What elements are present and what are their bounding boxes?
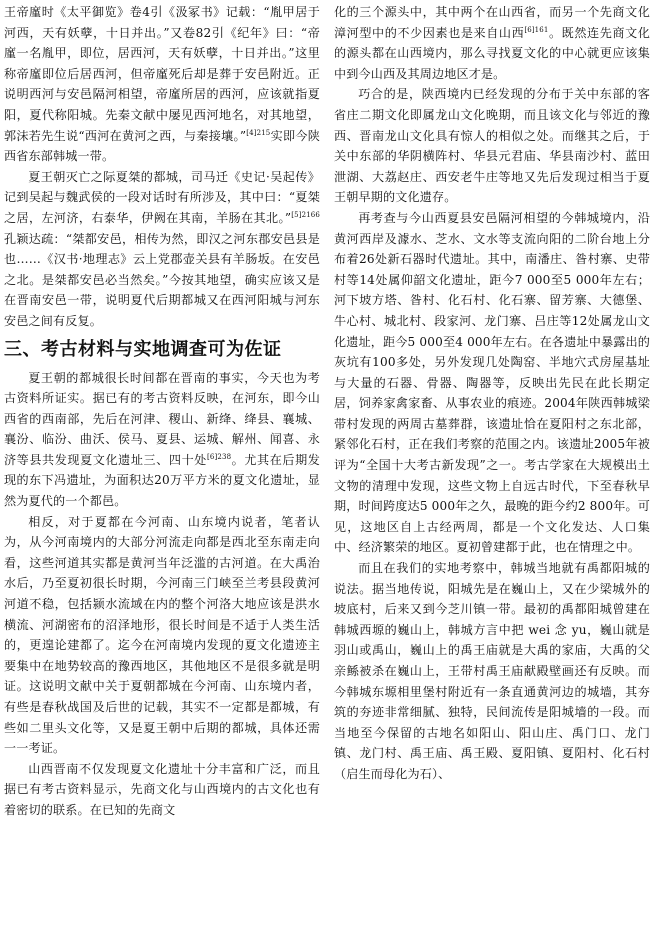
left-column <box>4 2 320 931</box>
right-column <box>334 2 650 931</box>
paragraph: 再考查与今山西夏县安邑隔河相望的今韩城境内，沿黄河西岸及澽水、芝水、文水等支流向阳的二阶台地上分布着26处新石器时代遗址。其中，南潘庄、昝村寨、史带村等14处属仰韶文化遗址，距今7 000至5 000年左右；河下坡方塔、昝村、化石村、化石寨、留芳寨、大德堡、牛心村、城北村、段家河、龙门寨、吕庄等12处属龙山文化遗址，距今5 000至4 000年左右。在各遗址中暴露出的灰坑有100多处，另外发现几处陶窑、半地穴式房屋基址与大量的石器、骨器、陶器等，反映出先民在此长期定居，饲养家禽家畜、从事农业的痕迹。2004年陕西韩城梁带村发现的两周古墓葬群，该遗址恰在夏阳村之东北部，紧邻化石村，正在我们考察的范围之内。该遗址2005年被评为“全国十大考古新发现”之一。考古学家在大规模出土文物的清理中发现，这些文物上自远古时代，下至春秋早期，时间跨度达5 000年之久，最晚的距今约2 800年。可见，这地区自上古经两周，都是一个文化发达、人口集中、经济繁荣的地区。夏初曾建都于此，也在情理之中。 <box>334 210 650 555</box>
paragraph: 巧合的是，陕西境内已经发现的分布于关中东部的客省庄二期文化即属龙山文化晚期，而且该文化与邻近的豫西、晋南龙山文化具有惊人的相似之处。而继其之后，于关中东部的华阴横阵村、华县元君庙、华县南沙村、蓝田泄湖、大荔赵庄、西安老牛庄等地又先后发现过相当于夏王朝早期的文化遗存。 <box>334 87 650 205</box>
paragraph: 化的三个源头中，其中两个在山西省，而另一个先商文化漳河型中的不少因素也是来自山西$^{[6]161}$。既然连先商文化的源头都在山西境内，那么寻找夏文化的中心就更应该集中到今山西及其周边地区才是。 <box>334 5 650 81</box>
paragraph: 而且在我们的实地考察中，韩城当地就有禹都阳城的说法。据当地传说，阳城先是在巍山上，又在少梁城外的坡底村，后来又到今芝川镇一带。最初的禹都阳城曾建在韩城西塬的巍山上，韩城方言中把 wei 念 yu，巍山就是羽山或禹山，巍山上的禹王庙就是大禹的家庙，大禹的父亲鲧被杀在巍山上，王带村禹王庙献殿壁画还有反映。而今韩城东塬相里堡村附近有一条直通黄河边的城墙，其夯筑的夯迹非常细腻、独特，民间流传是阳城墙的一段。而当地至今保留的古地名如阳山、阳山庄、禹门口、龙门镇、龙门村、禹王庙、禹王殿、夏阳镇、夏阳村、化石村（启生而母化为石）、 <box>334 561 650 781</box>
paragraph: 夏王朝的都城很长时间都在晋南的事实，今天也为考古资料所证实。据已有的考古资料反映，在河东，即今山西省的西南部，先后在河津、稷山、新绛、绛县、襄城、襄汾、临汾、曲沃、侯马、夏县、运城、解州、闻喜、永济等县共发现夏文化遗址三、四十处$^{[6]238}$。尤其在后期发现的东下冯遗址，为面积达20万平方米的夏文化遗址，显然为夏代的一个都邑。 <box>4 370 320 509</box>
paragraph: 相反，对于夏都在今河南、山东境内说者，笔者认为，从今河南境内的大部分河流走向都是西北至东南走向看，这些河道其实都是黄河当年泛滥的古河道。在大禹治水后，乃至夏初很长时期，今河南三门峡至兰考县段黄河河道不稳，包括颍水流域在内的整个河洛大地应该是洪水横流、河湖密布的沼泽地形，很长时间是不适于人类生活的，更遑论建都了。迄今在河南境内发现的夏文化遗迹主要集中在地势较高的豫西地区，其他地区不是很多就是明证。这说明文献中关于夏朝都城在今河南、山东境内者，有些是春秋战国及后世的记载，其实不一定都是都城，有些如二里头文化等，又是夏王朝中后期的都城，具体还需一一考证。 <box>4 514 320 756</box>
citation-ref: [6]238 <box>207 452 232 461</box>
citation-ref: [4]215 <box>246 128 271 137</box>
citation-ref: [6]161 <box>524 25 549 34</box>
paragraph: 王帝廑时《太平御览》卷4引《汲冢书》记载：“胤甲居于河西，天有妖孽，十日并出。”又卷82引《纪年》曰：“帝廑一名胤甲，即位，居西河，天有妖孽，十日并出。”这里称帝廑即位后居西河，但帝廑死后却是葬于安邑附近。正说明西河与安邑隔河相望，帝廑所居的西河，应该就指夏阳，夏代称阳城。先秦文献中屡见西河地名，对其地望，郭沫若先生说“西河在黄河之西，与秦接壤。”$^{[4]215}$实即今陕西省东部韩城一带。 <box>4 5 320 164</box>
paragraph: 山西晋南不仅发现夏文化遗址十分丰富和广泛，而且据已有考古资料显示，先商文化与山西境内的古文化也有着密切的联系。在已知的先商文 <box>4 761 320 817</box>
section-heading: 三、考古材料与实地调查可为佐证 <box>4 338 282 360</box>
citation-ref: [5]2166 <box>291 210 320 219</box>
paragraph: 夏王朝灭亡之际夏桀的都城，司马迁《史记·吴起传》记到吴起与魏武侯的一段对话时有所涉及，其中曰：“夏桀之居，左河济，右泰华，伊阙在其南，羊肠在其北。”$^{[5]2166}$孔颖达疏：“桀都安邑，相传为然，即汉之河东郡安邑县是也……《汉书·地理志》云上党郡壶关县有羊肠坂。在安邑之北。是桀都安邑必当然矣。”今按其地望，确实应该又是在晋南安邑一带，说明夏代后期都城又在西河阳城与河东安邑之间有反复。 <box>4 169 320 328</box>
